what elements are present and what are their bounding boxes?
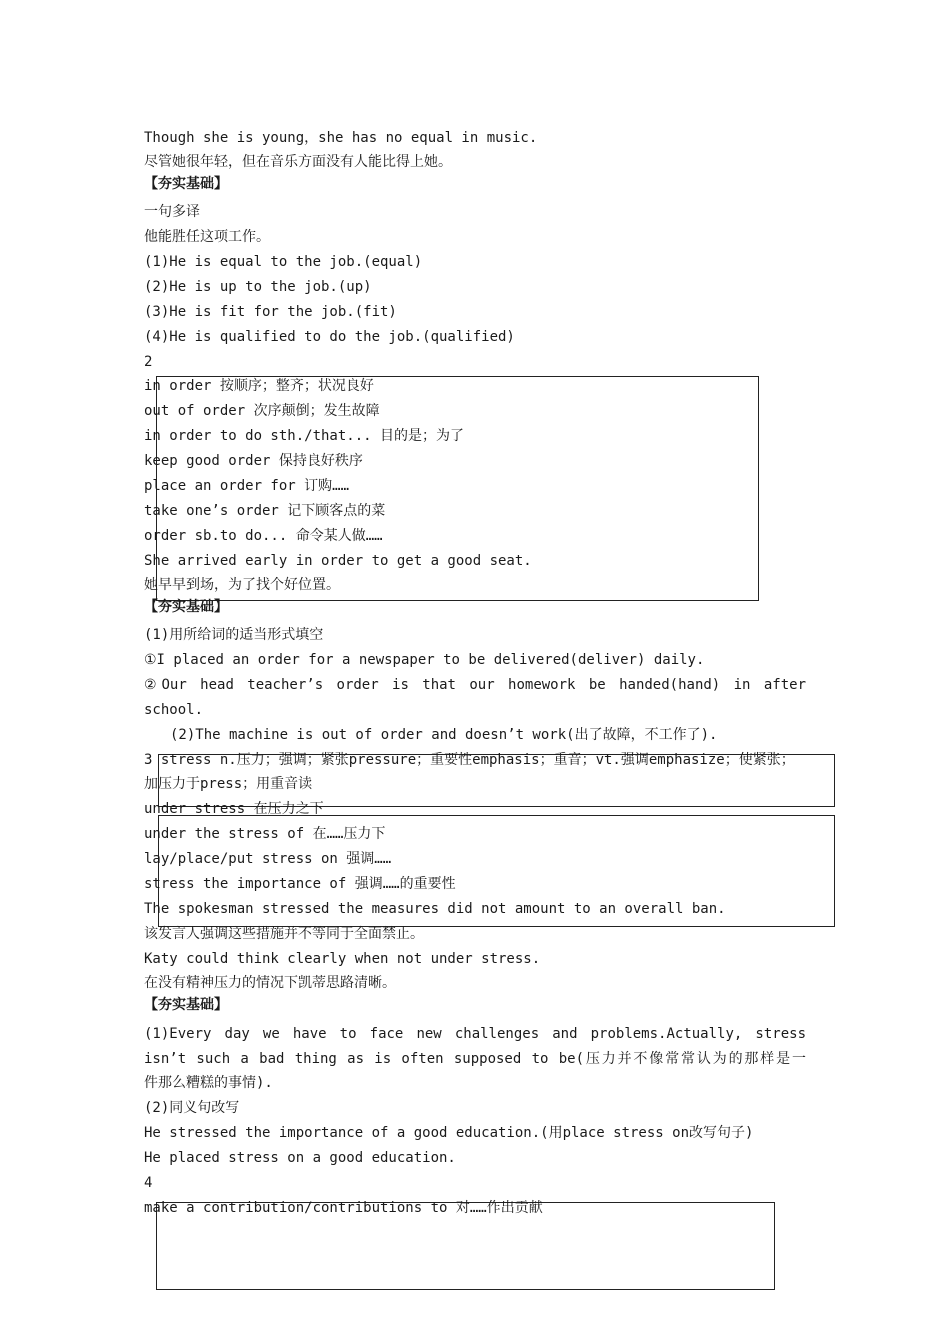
phrase-line: in order 按顺序；整齐；状况良好 (144, 378, 374, 394)
example-sentence: Katy could think clearly when not under stress. (144, 951, 541, 967)
exercise-title: 一句多译 (144, 204, 200, 220)
phrase-line: take one’s order 记下顾客点的菜 (144, 503, 386, 519)
example-sentence: She arrived early in order to get a good seat. (144, 553, 532, 569)
answer-line: (4)He is qualified to do the job.(qualified) (144, 329, 515, 345)
exercise-line: (1)Every day we have to face new challenges and problems.Actually, stress (144, 1026, 806, 1042)
answer-line: (1)He is equal to the job.(equal) (144, 254, 423, 270)
section-heading: 【夯实基础】 (144, 997, 228, 1013)
example-translation: 尽管她很年轻，但在音乐方面没有人能比得上她。 (144, 154, 452, 170)
example-translation: 她早早到场，为了找个好位置。 (144, 577, 340, 593)
phrase-line: make a contribution/contributions to 对……作出贡献 (144, 1200, 543, 1216)
phrase-line: in order to do sth./that... 目的是；为了 (144, 428, 465, 444)
example-translation: 在没有精神压力的情况下凯蒂思路清晰。 (144, 975, 396, 991)
phrase-line: under the stress of 在……压力下 (144, 826, 386, 842)
exercise-line: ②Our head teacher’s order is that our homework be handed(hand) in after (144, 677, 806, 693)
exercise-line: (2)The machine is out of order and doesn’t work(出了故障，不工作了). (170, 727, 718, 743)
word-entry: 3 stress n.压力；强调；紧张pressure；重要性emphasis；重音；vt.强调emphasize；使紧张； (144, 752, 795, 768)
phrase-line: out of order 次序颠倒；发生故障 (144, 403, 380, 419)
answer-line: (3)He is fit for the job.(fit) (144, 304, 397, 320)
phrase-line: keep good order 保持良好秩序 (144, 453, 363, 469)
example-translation: 该发言人强调这些措施并不等同于全面禁止。 (144, 926, 424, 942)
word-entry: 加压力于press；用重音读 (144, 776, 313, 792)
exercise-line: He placed stress on a good education. (144, 1150, 456, 1166)
example-sentence: The spokesman stressed the measures did not amount to an overall ban. (144, 901, 726, 917)
exercise-line: 件那么糟糕的事情). (144, 1075, 273, 1091)
phrase-line: stress the importance of 强调……的重要性 (144, 876, 456, 892)
answer-line: (2)He is up to the job.(up) (144, 279, 372, 295)
exercise-line: ①I placed an order for a newspaper to be delivered(deliver) daily. (144, 652, 705, 668)
phrase-line: place an order for 订购…… (144, 478, 350, 494)
section-number: 2 (144, 354, 153, 370)
exercise-title: (2)同义句改写 (144, 1100, 240, 1116)
exercise-line: He stressed the importance of a good education.(用place stress on改写句子) (144, 1125, 754, 1141)
exercise-prompt: 他能胜任这项工作。 (144, 229, 270, 245)
phrase-line: under stress 在压力之下 (144, 801, 324, 817)
phrase-line: order sb.to do... 命令某人做…… (144, 528, 383, 544)
phrase-line: lay/place/put stress on 强调…… (144, 851, 392, 867)
exercise-title: (1)用所给词的适当形式填空 (144, 627, 324, 643)
section-heading: 【夯实基础】 (144, 176, 228, 192)
exercise-line: isn’t such a bad thing as is often supposed to be(压力并不像常常认为的那样是一 (144, 1051, 806, 1067)
example-sentence: Though she is young，she has no equal in music. (144, 130, 538, 146)
exercise-line: school. (144, 702, 204, 718)
section-heading: 【夯实基础】 (144, 599, 228, 615)
section-number: 4 (144, 1175, 153, 1191)
